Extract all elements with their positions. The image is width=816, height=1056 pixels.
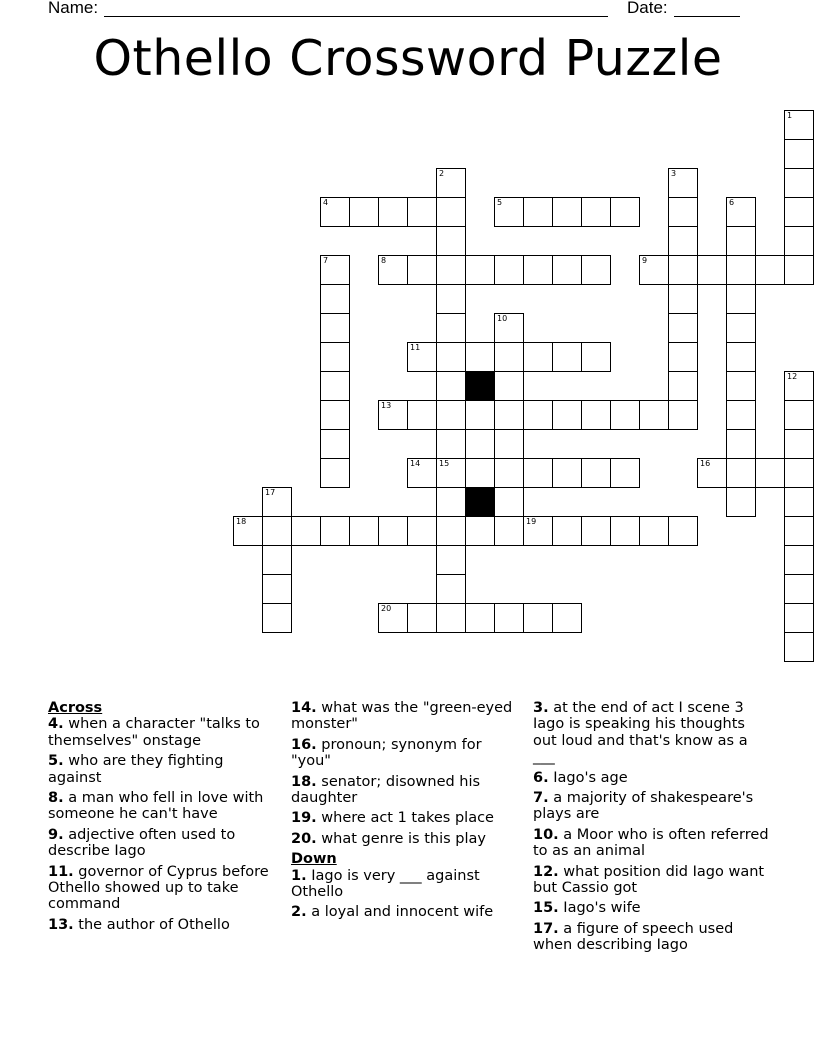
grid-cell[interactable] [465,342,495,372]
grid-cell[interactable] [668,284,698,314]
grid-cell[interactable] [668,168,698,198]
clue-column-3 [533,700,769,958]
grid-cell[interactable] [349,197,379,227]
grid-cell[interactable] [233,516,263,546]
grid-cell[interactable] [784,487,814,517]
cell-number: 15 [439,459,450,468]
grid-cell[interactable] [784,545,814,575]
grid-cell[interactable] [378,603,408,633]
cell-number: 12 [787,372,798,381]
clue-down-10: 10. a Moor who is often referred to as an animal [533,826,769,860]
cell-number: 3 [671,169,677,178]
grid-cell[interactable] [668,342,698,372]
grid-cell[interactable] [726,313,756,343]
grid-cell[interactable] [552,197,582,227]
grid-cell[interactable] [581,197,611,227]
cell-number: 8 [381,256,387,265]
grid-cell[interactable] [552,458,582,488]
grid-cell[interactable] [407,516,437,546]
clue-across-20: 20. what genre is this play [291,830,486,847]
grid-cell[interactable] [610,400,640,430]
clue-across-4: 4. when a character "talks to themselves" onstage [48,716,260,749]
clue-across-11: 11. governor of Cyprus before Othello showed up to take command [48,863,269,913]
clue-across-14: 14. what was the "green-eyed monster" [291,700,513,733]
cell-number: 17 [265,488,276,497]
clue-down-3: 3. at the end of act I scene 3 Iago is speaking his thoughts out loud and that's know as a ___ [533,700,748,766]
grid-cell[interactable] [755,255,785,285]
clue-across-18: 18. senator; disowned his daughter [291,773,481,807]
cell-number: 9 [642,256,648,265]
grid-cell[interactable] [436,574,466,604]
cell-number: 2 [439,169,445,178]
grid-cell[interactable] [320,197,350,227]
cell-number: 20 [381,604,392,613]
grid-cell[interactable] [262,603,292,633]
grid-cell[interactable] [494,197,524,227]
clue-across-13: 13. the author of Othello [48,916,230,933]
clue-down-6: 6. Iago's age [533,769,628,786]
grid-cell[interactable] [407,603,437,633]
grid-cell[interactable] [523,400,553,430]
grid-cell[interactable] [784,516,814,546]
grid-cell[interactable] [784,110,814,140]
grid-cell[interactable] [407,458,437,488]
grid-cell[interactable] [784,255,814,285]
grid-cell[interactable] [436,226,466,256]
grid-cell[interactable] [262,545,292,575]
grid-cell[interactable] [494,458,524,488]
grid-cell[interactable] [494,313,524,343]
grid-cell[interactable] [726,342,756,372]
grid-cell[interactable] [581,255,611,285]
clue-across-19: 19. where act 1 takes place [291,810,494,827]
grid-cell[interactable] [320,458,350,488]
grid-cell[interactable] [552,255,582,285]
cell-number: 7 [323,256,329,265]
grid-cell[interactable] [668,371,698,401]
grid-cell[interactable] [668,313,698,343]
grid-cell[interactable] [465,255,495,285]
grid-cell[interactable] [407,255,437,285]
grid-cell[interactable] [465,458,495,488]
clue-column-1 [48,700,280,937]
cell-number: 4 [323,198,329,207]
grid-cell[interactable] [262,516,292,546]
grid-cell[interactable] [465,400,495,430]
grid-cell[interactable] [494,487,524,517]
grid-cell[interactable] [494,342,524,372]
cell-number: 19 [526,517,537,526]
cell-number: 11 [410,343,421,352]
grid-cell[interactable] [407,400,437,430]
puzzle-title: Othello Crossword Puzzle [93,30,723,87]
cell-number: 18 [236,517,247,526]
grid-cell[interactable] [494,516,524,546]
grid-cell[interactable] [726,284,756,314]
grid-cell[interactable] [436,371,466,401]
grid-cell[interactable] [581,400,611,430]
grid-cell[interactable] [320,255,350,285]
grid-cell[interactable] [378,255,408,285]
grid-cell[interactable] [581,342,611,372]
grid-cell[interactable] [581,458,611,488]
cell-number: 1 [787,111,793,120]
grid-cell[interactable] [523,197,553,227]
grid-cell[interactable] [784,632,814,662]
grid-cell[interactable] [494,255,524,285]
grid-cell[interactable] [436,487,466,517]
grid-cell[interactable] [523,458,553,488]
grid-cell[interactable] [726,255,756,285]
grid-cell[interactable] [726,226,756,256]
across-heading: Across [48,700,103,716]
cell-number: 16 [700,459,711,468]
clue-across-9: 9. adjective often used to describe Iago [48,826,236,860]
grid-cell[interactable] [436,342,466,372]
grid-cell[interactable] [784,139,814,169]
grid-cell[interactable] [436,255,466,285]
grid-cell[interactable] [291,516,321,546]
grid-cell[interactable] [407,197,437,227]
clue-down-1: 1. Iago is very ___ against Othello [291,867,480,901]
clue-down-12: 12. what position did Iago want but Cassio got [533,863,765,897]
grid-cell[interactable] [320,342,350,372]
grid-cell[interactable] [436,313,466,343]
grid-cell[interactable] [784,574,814,604]
grid-cell[interactable] [581,516,611,546]
grid-cell[interactable] [320,313,350,343]
clue-across-5: 5. who are they fighting against [48,753,224,786]
grid-block [465,487,495,517]
cell-number: 14 [410,459,421,468]
cell-number: 10 [497,314,508,323]
grid-cell[interactable] [610,197,640,227]
grid-cell[interactable] [610,458,640,488]
grid-cell[interactable] [552,400,582,430]
grid-cell[interactable] [436,603,466,633]
grid-cell[interactable] [784,371,814,401]
grid-cell[interactable] [784,458,814,488]
grid-cell[interactable] [726,487,756,517]
cell-number: 13 [381,401,392,410]
grid-cell[interactable] [523,516,553,546]
grid-cell[interactable] [784,226,814,256]
grid-cell[interactable] [523,255,553,285]
grid-cell[interactable] [494,429,524,459]
grid-cell[interactable] [755,458,785,488]
grid-cell[interactable] [494,603,524,633]
grid-cell[interactable] [697,458,727,488]
grid-cell[interactable] [668,516,698,546]
grid-cell[interactable] [436,197,466,227]
grid-cell[interactable] [726,197,756,227]
grid-cell[interactable] [668,400,698,430]
grid-cell[interactable] [320,429,350,459]
clue-column-2 [291,700,523,925]
grid-cell[interactable] [668,197,698,227]
grid-cell[interactable] [523,603,553,633]
grid-cell[interactable] [436,545,466,575]
clue-down-17: 17. a figure of speech used when describing Iago [533,920,734,954]
grid-cell[interactable] [784,603,814,633]
grid-cell[interactable] [639,400,669,430]
clue-down-2: 2. a loyal and innocent wife [291,904,494,921]
grid-cell[interactable] [320,516,350,546]
clue-across-16: 16. pronoun; synonym for "you" [291,736,482,770]
grid-cell[interactable] [639,255,669,285]
grid-cell[interactable] [465,603,495,633]
grid-cell[interactable] [494,371,524,401]
grid-cell[interactable] [726,429,756,459]
grid-cell[interactable] [378,400,408,430]
grid-cell[interactable] [320,284,350,314]
grid-cell[interactable] [436,168,466,198]
name-label: Name: [48,0,99,17]
clue-across-8: 8. a man who fell in love with someone he can't have [48,790,264,823]
grid-cell[interactable] [784,168,814,198]
grid-cell[interactable] [697,255,727,285]
grid-cell[interactable] [378,516,408,546]
grid-cell[interactable] [668,226,698,256]
grid-cell[interactable] [784,197,814,227]
cell-number: 5 [497,198,503,207]
grid-cell[interactable] [784,429,814,459]
grid-cell[interactable] [436,516,466,546]
grid-cell[interactable] [610,516,640,546]
grid-cell[interactable] [436,429,466,459]
clue-down-7: 7. a majority of shakespeare's plays are [533,790,754,823]
grid-cell[interactable] [726,458,756,488]
grid-cell[interactable] [726,371,756,401]
grid-cell[interactable] [523,342,553,372]
clue-down-15: 15. Iago's wife [533,900,641,917]
down-heading: Down [291,851,337,868]
grid-cell[interactable] [320,371,350,401]
grid-cell[interactable] [668,255,698,285]
grid-cell[interactable] [349,516,379,546]
grid-cell[interactable] [784,400,814,430]
grid-cell[interactable] [262,574,292,604]
grid-cell[interactable] [407,342,437,372]
grid-cell[interactable] [552,603,582,633]
grid-cell[interactable] [465,516,495,546]
cell-number: 6 [729,198,735,207]
grid-cell[interactable] [552,342,582,372]
grid-cell[interactable] [436,284,466,314]
grid-cell[interactable] [436,400,466,430]
date-label: Date: [627,0,668,17]
grid-cell[interactable] [639,516,669,546]
grid-cell[interactable] [320,400,350,430]
grid-cell[interactable] [436,458,466,488]
grid-cell[interactable] [378,197,408,227]
grid-cell[interactable] [262,487,292,517]
grid-cell[interactable] [494,400,524,430]
grid-cell[interactable] [552,516,582,546]
grid-block [465,371,495,401]
grid-cell[interactable] [726,400,756,430]
